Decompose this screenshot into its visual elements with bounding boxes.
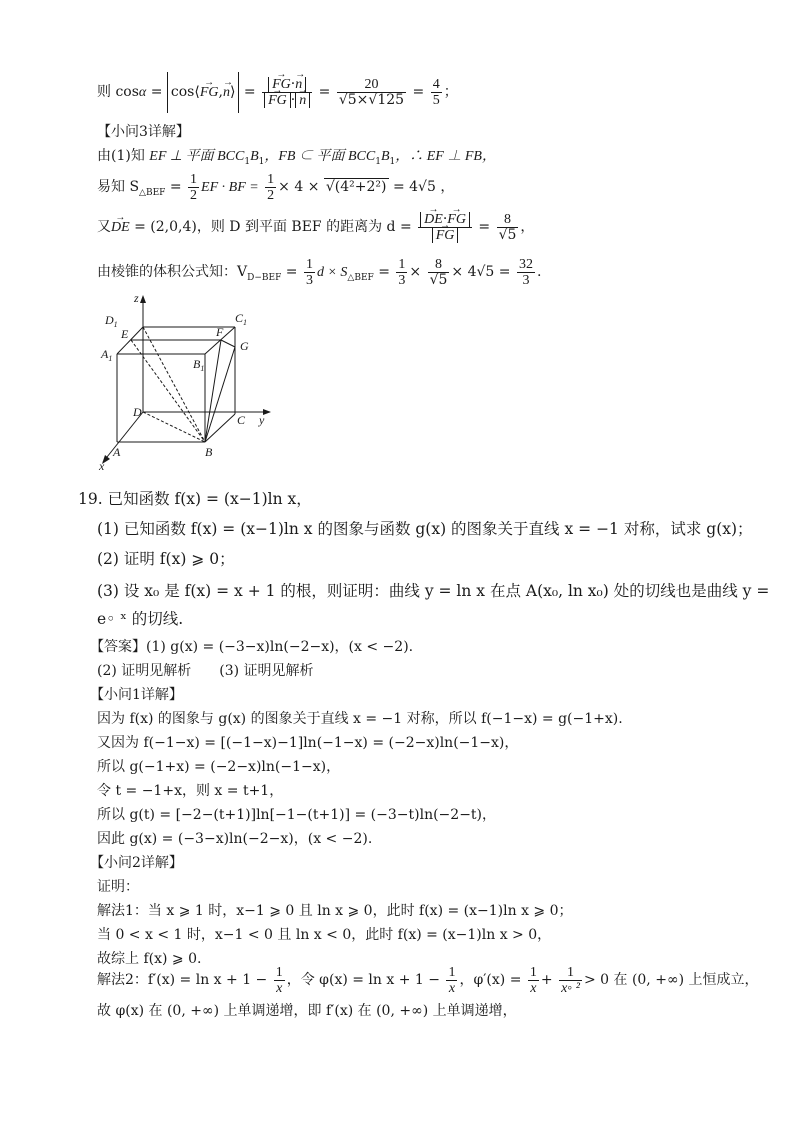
sol1-line2: 又因为 f(−1−x) = [(−1−x)−1]ln(−1−x) = (−2−x)ln(−1−x)，: [97, 735, 519, 751]
sol1-line4: 令 t = −1+x，则 x = t+1，: [97, 783, 284, 799]
cos-alpha-line: 则 cosα = cos⟨→ FG,→ n⟩ = → FG·→ n → FG ·→ n = $\frac{20}{√5\times√125}$ = $\frac{4}{5}$ ；: [97, 72, 458, 112]
x-axis: [103, 412, 143, 462]
section-heading-q3: 【小问3详解】: [97, 124, 190, 140]
sol1-line6: 因此 g(x) = (−3−x)ln(−2−x)，(x < −2).: [97, 831, 373, 847]
answer-line: 【答案】(1) g(x) = (−3−x)ln(−2−x)，(x < −2).: [90, 639, 414, 655]
sol2-line4: 故综上 f(x) ⩾ 0.: [97, 951, 202, 967]
label-a1: $A_1$: [101, 347, 113, 363]
area-line: 易知 $S_{\triangle BEF}$ = $\frac{1}{2}$ EF · BF = $\frac{1}{2}$ × 4 × √(4²+2²) = 4√5 ，: [97, 171, 455, 203]
sol2-line3: 当 0 < x < 1 时，x−1 < 0 且 ln x < 0，此时 f(x) = (x−1)ln x > 0，: [97, 927, 552, 943]
label-b: B: [205, 445, 213, 459]
answer-line-2: (2) 证明见解析 (3) 证明见解析: [97, 663, 314, 679]
label-c1: $C_1$: [235, 311, 248, 327]
q19-part2: (2) 证明 f(x) ⩾ 0；: [97, 550, 235, 568]
sol2-method2: 解法2：f′(x) = ln x + 1 − $\frac{1}{x}$ ，令 φ(x) = ln x + 1 − $\frac{1}{x}$ ，φ′(x) = $\frac{1}{x}$ + $\frac{1}{\text{x◦ ²}}$ > 0 在 (0, +∞) 上恒成立，: [97, 964, 759, 996]
q19-part1: (1) 已知函数 f(x) = (x−1)ln x 的图象与函数 g(x) 的图象关于直线 x = −1 对称，试求 g(x)；: [97, 520, 753, 538]
label-b1: $B_1$: [193, 357, 205, 373]
cube-figure: [95, 292, 280, 472]
label-x: x: [99, 459, 105, 472]
label-z: z: [134, 292, 139, 305]
label-d: D: [133, 405, 142, 419]
label-g: G: [240, 339, 249, 353]
distance-line: 又→ DE = (2,0,4)，则 D 到平面 BEF 的距离为 d = → DE·→ FG → FG = $\frac{8}{√5}$ ，: [97, 207, 534, 247]
q19-part3-cont: e◦ ˣ 的切线.: [97, 610, 184, 628]
label-d1: $D_1$: [105, 313, 118, 329]
sol2-method2-cont: 故 φ(x) 在 (0, +∞) 上单调递增，即 f′(x) 在 (0, +∞) 上单调递增，: [97, 1003, 517, 1019]
volume-line: 由棱锥的体积公式知：$V_{D-BEF}$ = $\frac{1}{3}$ $d \times S_{\triangle BEF}$ = $\frac{1}{3}$ × $\frac{8}{√5}$ × 4√5 = $\frac{32}{3}$ .: [97, 256, 542, 288]
section-heading-q2: 【小问2详解】: [90, 855, 183, 871]
sol2-line1: 证明：: [97, 879, 139, 895]
label-c: C: [237, 413, 246, 427]
sol1-line5: 所以 g(t) = [−2−(t+1)]ln[−1−(t+1)] = (−3−t)ln(−2−t)，: [97, 807, 497, 823]
perpendicular-line: 由(1)知 EF ⊥ 平面 $BCC_1B_1$，FB ⊂ 平面 $BCC_1B_1$，∴ EF ⊥ FB，: [97, 148, 496, 167]
q19-part3: (3) 设 x₀ 是 f(x) = x + 1 的根，则证明：曲线 y = ln x 在点 A(x₀, ln x₀) 处的切线也是曲线 y =: [97, 582, 770, 600]
section-heading-q1: 【小问1详解】: [90, 687, 183, 703]
q19-title: 19. 已知函数 f(x) = (x−1)ln x，: [78, 490, 312, 508]
cos-fraction: → FG·→ n → FG ·→ n: [262, 77, 312, 108]
sol2-line2: 解法1：当 x ⩾ 1 时，x−1 ⩾ 0 且 ln x ⩾ 0，此时 f(x) = (x−1)ln x ⩾ 0；: [97, 903, 573, 919]
label-e: E: [121, 327, 129, 341]
sol1-line3: 所以 g(−1+x) = (−2−x)ln(−1−x)，: [97, 759, 341, 775]
sol1-line1: 因为 f(x) 的图象与 g(x) 的图象关于直线 x = −1 对称，所以 f(−1−x) = g(−1+x).: [97, 711, 623, 727]
label-f: F: [216, 325, 224, 339]
label-y: y: [259, 413, 265, 427]
label-a: A: [113, 445, 121, 459]
